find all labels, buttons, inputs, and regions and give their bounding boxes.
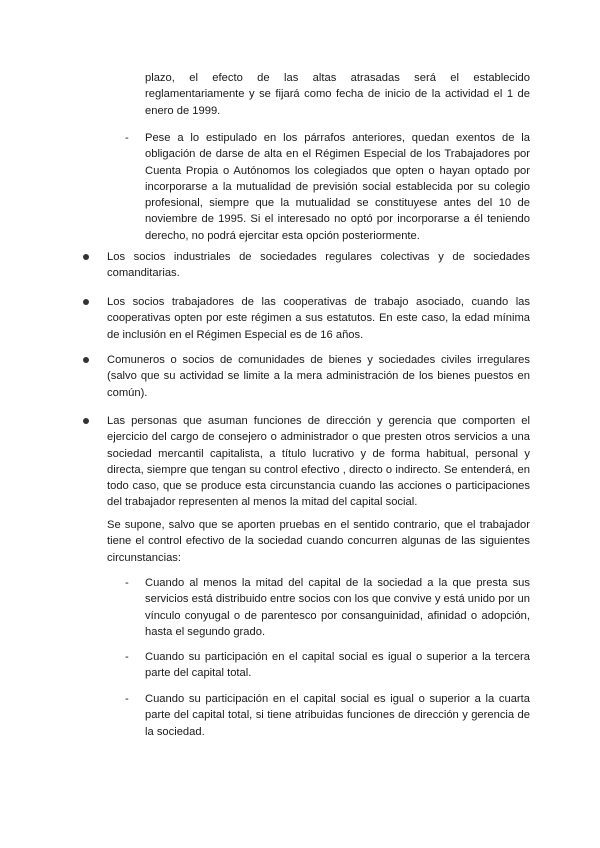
- circumstance-item-tercera-parte: [125, 649, 530, 682]
- bullet-text: Comuneros o socios de comunidades de bienes y sociedades civiles irregulares (salvo que su actividad se limite a la mera administración de los bienes puestos en común).: [107, 354, 530, 399]
- dash-marker: -: [125, 577, 129, 589]
- bullet-item-comuneros: [107, 352, 530, 401]
- dash-item-text: Pese a lo estipulado en los párrafos anteriores, quedan exentos de la obligación de darse de alta en el Régimen Especial de los Trabajadores por Cuenta Propia o Autónomos los colegiados que opten o hayan optado por incorporarse a la mutualidad de previsión social establecida por su colegio profesional, siempre que la mutualidad se constituyese antes del 10 de noviembre de 1995. Si el interesado no optó por incorporarse a él teniendo derecho, no podrá ejercitar esta opción posteriormente.: [145, 132, 530, 242]
- dash-marker: -: [125, 693, 129, 705]
- presumption-paragraph: Se supone, salvo que se aporten pruebas en el sentido contrario, que el trabajador tiene el control efectivo de la sociedad cuando concurren algunas de las siguientes circunstancias:: [107, 519, 530, 564]
- circumstance-text: Cuando su participación en el capital social es igual o superior a la tercera parte del capital total.: [145, 651, 530, 680]
- circumstance-item-mitad-capital: [125, 575, 530, 640]
- bullet-icon: [83, 299, 89, 305]
- bullet-icon: [83, 357, 89, 363]
- bullet-text: Las personas que asuman funciones de dirección y gerencia que comporten el ejercicio del cargo de consejero o administrador o que presten otros servicios a una sociedad mercantil capitalista, a título lucrativo y de forma habitual, personal y directa, siempre que tengan su control efectivo , directo o indirecto. Se entenderá, en todo caso, que se produce esta circunstancia cuando las acciones o participaciones del trabajador representen al menos la mitad del capital social.: [107, 415, 530, 509]
- bullet-item-socios-trabajadores: [107, 294, 530, 343]
- circumstance-text: Cuando al menos la mitad del capital de la sociedad a la que presta sus servicios está distribuido entre socios con los que convive y está unido por un vínculo conyugal o de parentesco por consanguinidad, afinidad o adopción, hasta el segundo grado.: [145, 577, 530, 638]
- dash-marker: -: [125, 132, 129, 144]
- continuation-paragraph: plazo, el efecto de las altas atrasadas será el establecido reglamentariamente y se fijará como fecha de inicio de la actividad el 1 de enero de 1999.: [145, 72, 530, 117]
- dash-marker: -: [125, 651, 129, 663]
- bullet-text: Los socios trabajadores de las cooperativas de trabajo asociado, cuando las cooperativas opten por este régimen a sus estatutos. En este caso, la edad mínima de inclusión en el Régimen Especial es de 16 años.: [107, 296, 530, 341]
- circumstance-item-cuarta-parte: [125, 691, 530, 740]
- bullet-item-socios-industriales: [107, 249, 530, 282]
- circumstance-text: Cuando su participación en el capital social es igual o superior a la cuarta parte del capital total, si tiene atribuidas funciones de dirección y gerencia de la sociedad.: [145, 693, 530, 738]
- bullet-icon: [83, 418, 89, 424]
- bullet-icon: [83, 254, 89, 260]
- bullet-item-direccion-gerencia: [107, 413, 530, 511]
- bullet-text: Los socios industriales de sociedades regulares colectivas y de sociedades comanditarias.: [107, 251, 530, 280]
- dash-list-item: [125, 130, 530, 244]
